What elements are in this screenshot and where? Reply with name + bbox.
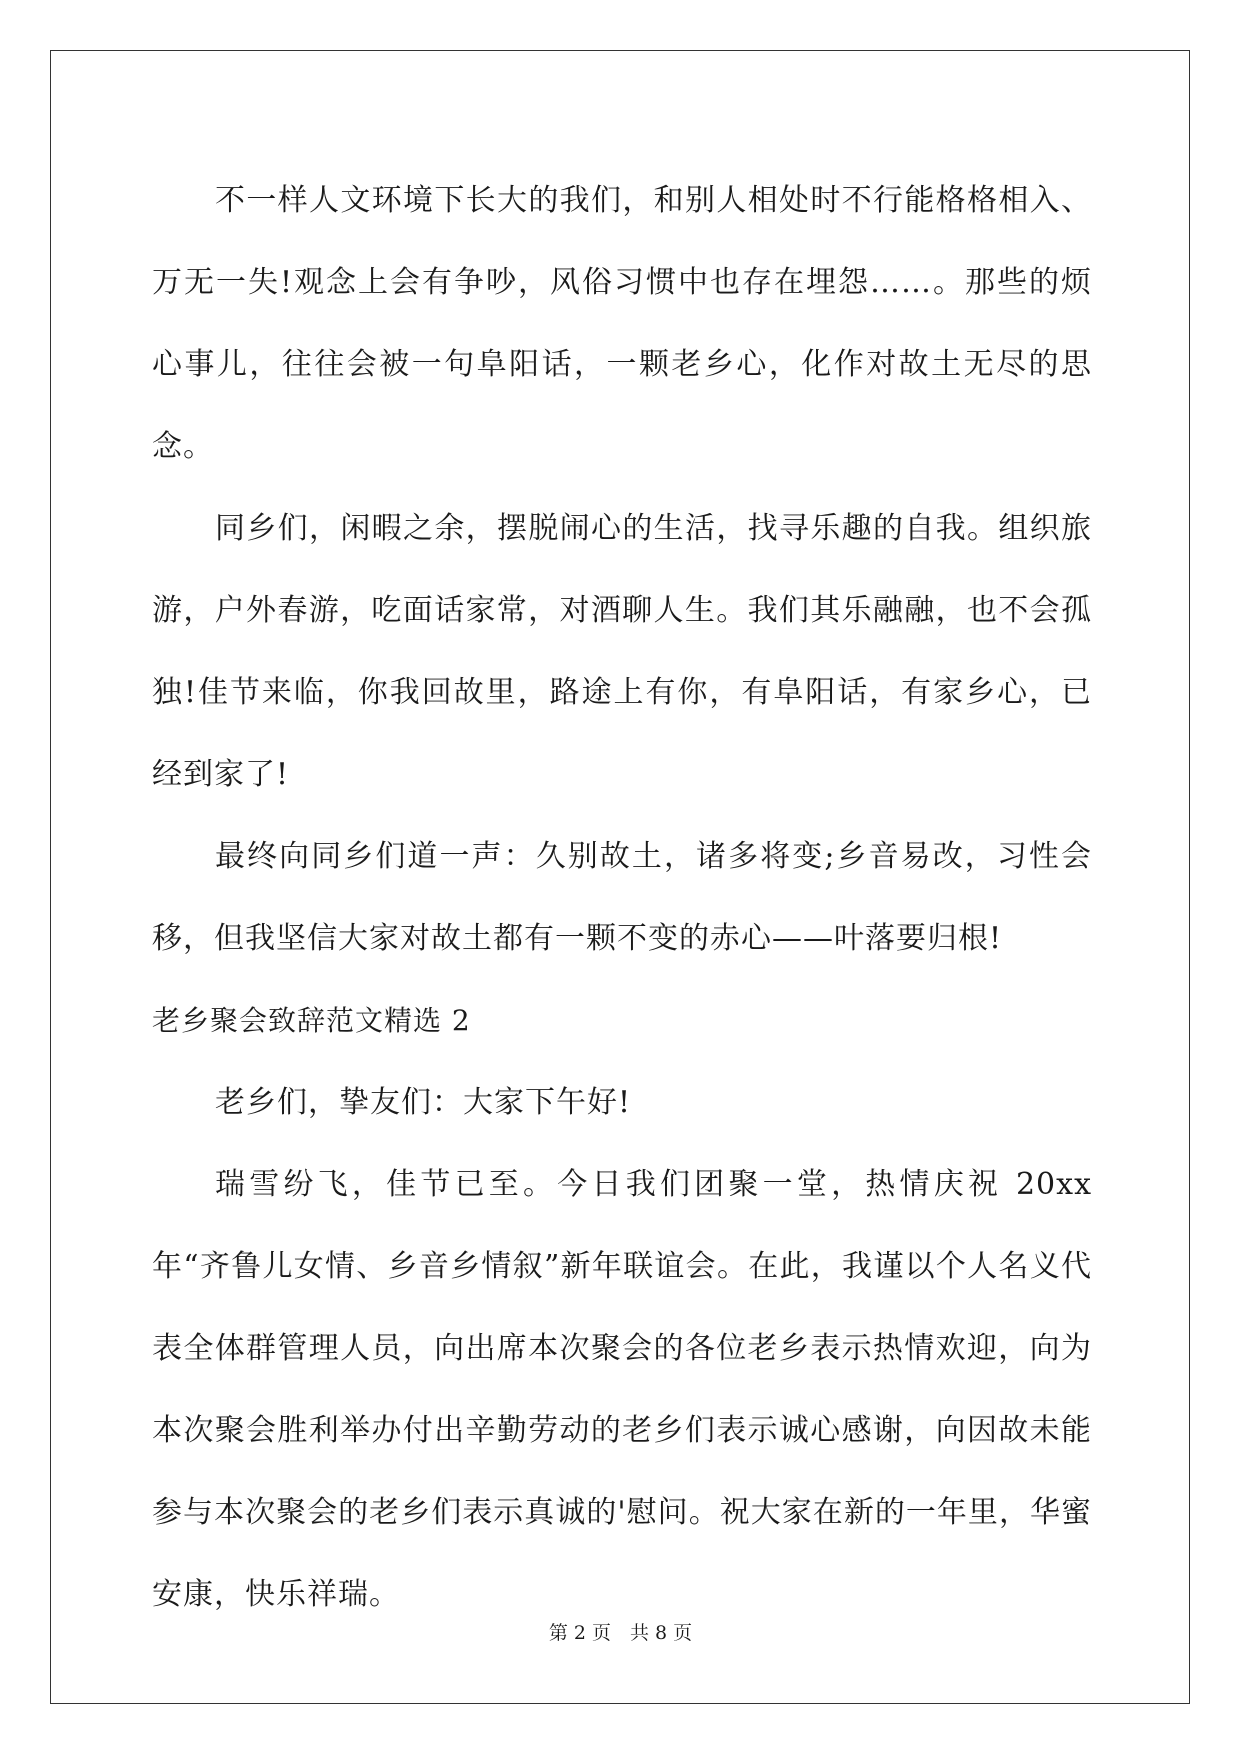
page-number-footer: 第 2 页 共 8 页 <box>548 1622 693 1644</box>
paragraph-1: 不一样人文环境下长大的我们，和别人相处时不行能格格相入、万无一失!观念上会有争吵，风俗习惯中也存在埋怨……。那些的烦心事儿，往往会被一句阜阳话，一颗老乡心，化作对故土无尽的思念。 <box>152 183 1092 464</box>
paragraph-2: 同乡们，闲暇之余，摆脱闹心的生活，找寻乐趣的自我。组织旅游，户外春游，吃面话家常，对酒聊人生。我们其乐融融，也不会孤独!佳节来临，你我回故里，路途上有你，有阜阳话，有家乡心，已经到家了! <box>152 511 1092 792</box>
paragraph-5: 瑞雪纷飞，佳节已至。今日我们团聚一堂，热情庆祝 20xx 年“齐鲁儿女情、乡音乡情叙”新年联谊会。在此，我谨以个人名义代表全体群管理人员，向出席本次聚会的各位老乡表示热情欢迎，向为本次聚会胜利举办付出辛勤劳动的老乡们表示诚心感谢，向因故未能参与本次聚会的老乡们表示真诚的'慰问。祝大家在新的一年里，华蜜安康，快乐祥瑞。 <box>152 1167 1092 1612</box>
greeting-paragraph: 老乡们，挚友们：大家下午好! <box>215 1085 632 1120</box>
document-body <box>152 160 1092 1636</box>
section-title: 老乡聚会致辞范文精选 2 <box>152 1004 471 1037</box>
paragraph-3: 最终向同乡们道一声：久别故土，诸多将变;乡音易改，习性会移，但我坚信大家对故土都有一颗不变的赤心——叶落要归根! <box>152 839 1092 956</box>
